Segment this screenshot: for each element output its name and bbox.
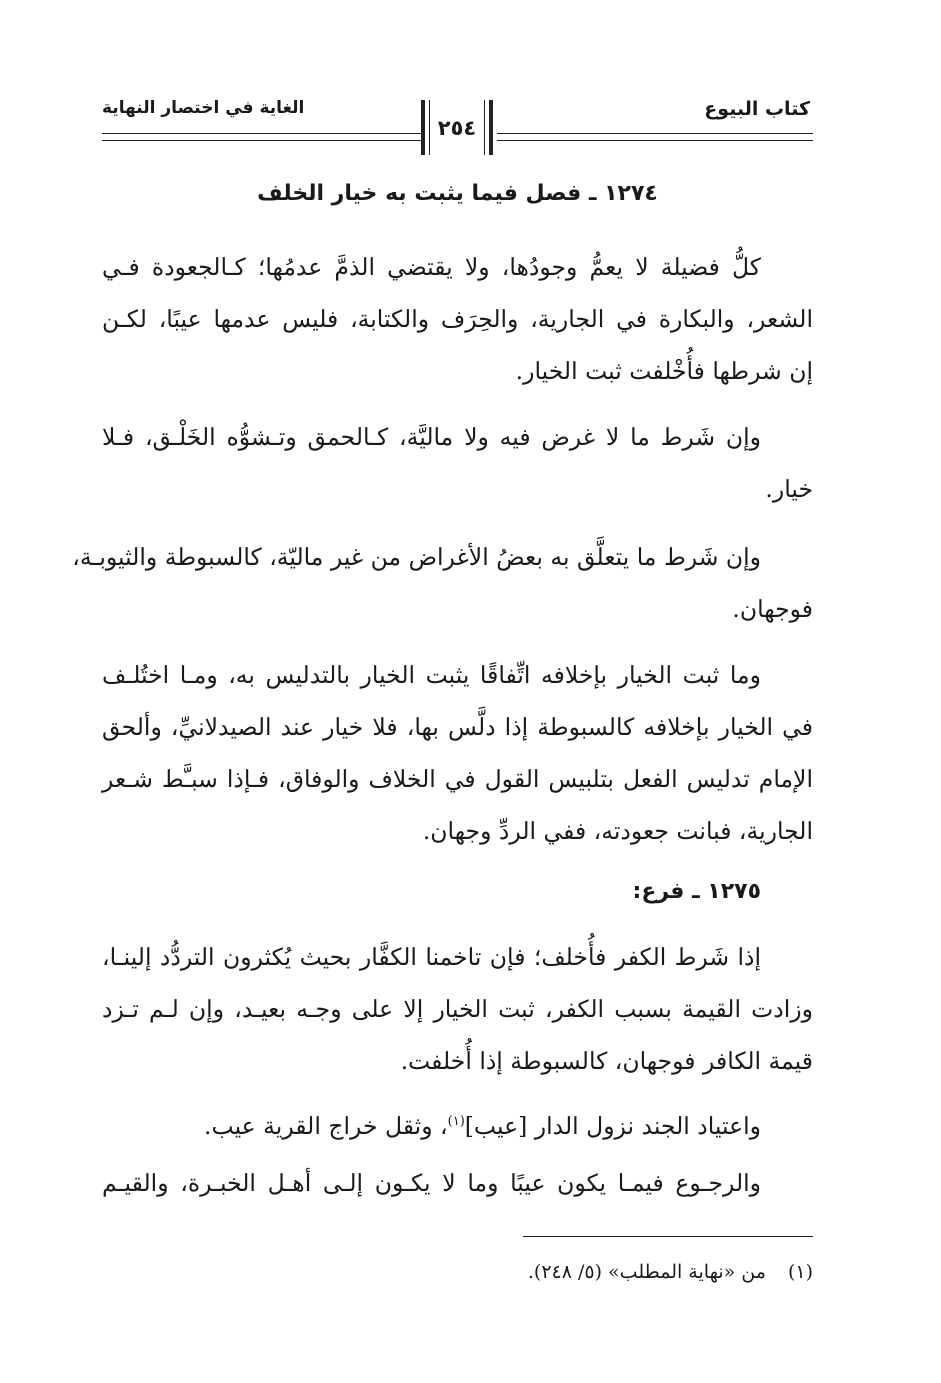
footnote xyxy=(528,1256,813,1288)
paragraph-text: ، وثقل خراج القرية عيب. xyxy=(204,1112,448,1140)
section-heading-1274: ١٢٧٤ ـ فصل فيما يثبت به خيار الخلف xyxy=(257,181,658,206)
paragraph-line: وإن شَرط ما يتعلَّق به بعضُ الأغراض من غير ماليّة، كالسبوطة والثيوبـة، xyxy=(72,543,761,571)
footnote-text: من «نهاية المطلب» (٥/ ٢٤٨). xyxy=(527,1261,766,1283)
paragraph-line: والرجـوع فيمـا يكون عيبًا وما لا يكـون إلـى أهـل الخبـرة، والقيـم xyxy=(102,1169,761,1197)
paragraph-line: وزادت القيمة بسبب الكفر، ثبت الخيار إلا على وجـه بعيـد، وإن لـم تـزد xyxy=(102,995,813,1023)
book-title: الغاية في اختصار النهاية xyxy=(102,98,305,118)
paragraph-line: فوجهان. xyxy=(732,595,813,623)
footnote-separator xyxy=(523,1236,813,1237)
section-heading-1275: ١٢٧٥ ـ فرع: xyxy=(632,879,761,904)
paragraph-line: قيمة الكافر فوجهان، كالسبوطة إذا أُخلفت. xyxy=(400,1047,813,1075)
paragraph-text: واعتياد الجند نزول الدار [عيب] xyxy=(464,1112,761,1140)
paragraph-line: إن شرطها فأُخْلفت ثبت الخيار. xyxy=(515,357,813,385)
header-rule-left-bottom xyxy=(102,140,423,141)
header-rule-right-bottom xyxy=(497,140,813,141)
paragraph-line: وما ثبت الخيار بإخلافه اتِّفاقًا يثبت الخيار بالتدليس به، ومـا اختُلـف xyxy=(102,661,761,689)
paragraph-line: في الخيار بإخلافه كالسبوطة إذا دلَّس بها، فلا خيار عند الصيدلانيِّ، وألحق xyxy=(102,713,813,741)
paragraph-line: الإمام تدليس الفعل بتلبيس القول في الخلاف والوفاق، فـإذا سبـَّط شـعر xyxy=(102,765,813,793)
footnote-marker: (١) xyxy=(787,1261,813,1283)
paragraph-line: إذا شَرط الكفر فأُخلف؛ فإن تاخمنا الكفَّار بحيث يُكثرون التردُّد إلينـا، xyxy=(102,943,761,971)
paragraph-line: الجارية، فبانت جعودته، ففي الردِّ وجهان. xyxy=(422,817,813,845)
footnote-reference[interactable]: (١) xyxy=(447,1114,465,1130)
header-rule-left-top xyxy=(102,133,423,134)
header-rule-right-top xyxy=(497,133,813,134)
page-number-frame xyxy=(421,100,493,155)
paragraph-line: خيار. xyxy=(765,475,813,503)
paragraph-line: كلُّ فضيلة لا يعمُّ وجودُها، ولا يقتضي الذمَّ عدمُها؛ كـالجعودة فـي xyxy=(102,253,761,281)
page-number: ٢٥٤ xyxy=(437,116,477,140)
paragraph-line: الشعر، والبكارة في الجارية، والحِرَف والكتابة، فليس عدمها عيبًا، لكـن xyxy=(102,305,813,333)
paragraph-line xyxy=(102,1106,761,1146)
paragraph-line: وإن شَرط ما لا غرض فيه ولا ماليَّة، كـالحمق وتـشوُّه الخَلْـق، فـلا xyxy=(102,423,761,451)
chapter-title: كتاب البيوع xyxy=(704,98,810,120)
